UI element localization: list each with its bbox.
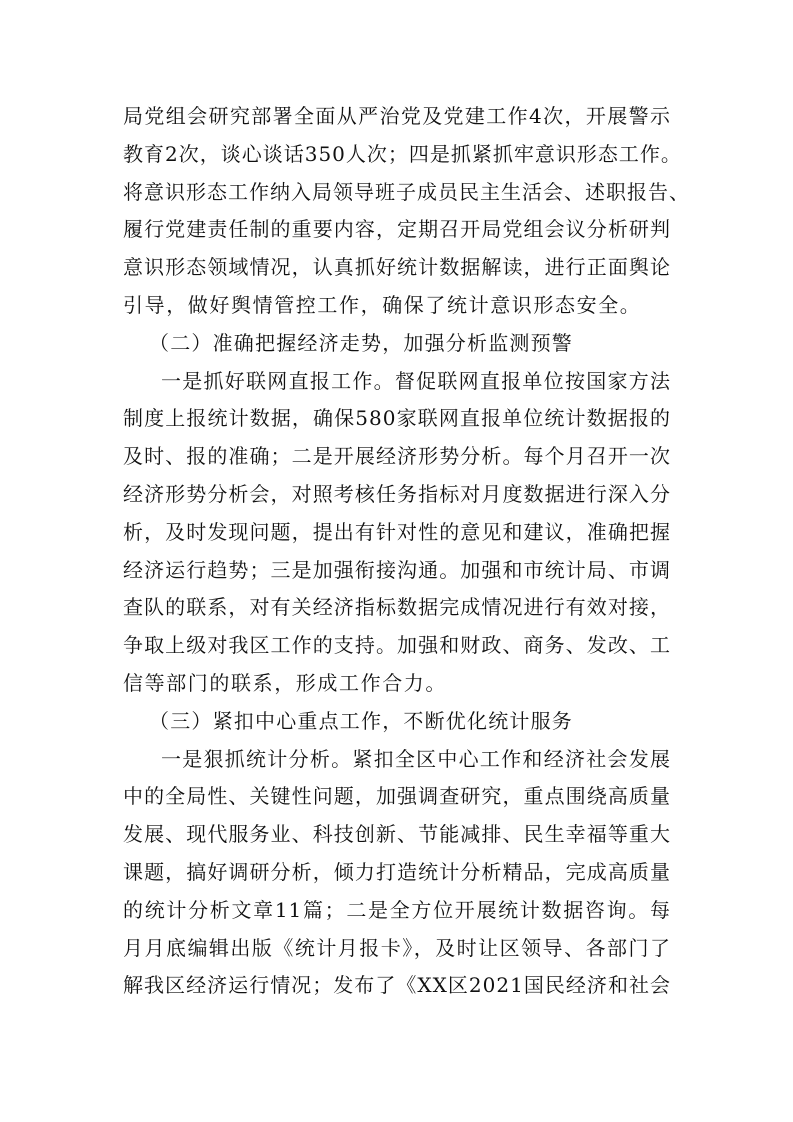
body-line: 履行党建责任制的重要内容，定期召开局党组会议分析研判 xyxy=(123,217,671,242)
body-line: 争取上级对我区工作的支持。加强和财政、商务、发改、工 xyxy=(123,633,671,658)
body-line: 意识形态领域情况，认真抓好统计数据解读，进行正面舆论 xyxy=(123,255,671,280)
body-line: 将意识形态工作纳入局领导班子成员民主生活会、述职报告、 xyxy=(123,179,690,204)
body-line: 经济运行趋势；三是加强衔接沟通。加强和市统计局、市调 xyxy=(123,557,671,582)
body-line: 教育2次，谈心谈话350人次；四是抓紧抓牢意识形态工作。 xyxy=(123,141,682,166)
body-line: 的统计分析文章11篇；二是全方位开展统计数据咨询。每 xyxy=(123,897,671,922)
body-line: 中的全局性、关键性问题，加强调查研究，重点围绕高质量 xyxy=(123,784,671,809)
body-line: 制度上报统计数据，确保580家联网直报单位统计数据报的 xyxy=(123,406,671,431)
body-line: 查队的联系，对有关经济指标数据完成情况进行有效对接， xyxy=(123,595,671,620)
section-heading-3: （三）紧扣中心重点工作，不断优化统计服务 xyxy=(149,708,573,733)
document-page xyxy=(123,98,690,1005)
body-line: 发展、现代服务业、科技创新、节能减排、民生幸福等重大 xyxy=(123,822,671,847)
body-line: 引导，做好舆情管控工作，确保了统计意识形态安全。 xyxy=(123,292,642,317)
body-line: 月月底编辑出版《统计月报卡》，及时让区领导、各部门了 xyxy=(123,935,671,960)
body-line: 课题，搞好调研分析，倾力打造统计分析精品，完成高质量 xyxy=(123,859,671,884)
body-line: 解我区经济运行情况；发布了《XX区2021国民经济和社会 xyxy=(123,973,671,998)
body-line: 局党组会研究部署全面从严治党及党建工作4次，开展警示 xyxy=(123,104,671,128)
body-line: 一是狠抓统计分析。紧扣全区中心工作和经济社会发展 xyxy=(161,746,671,771)
body-line: 经济形势分析会，对照考核任务指标对月度数据进行深入分 xyxy=(123,481,671,506)
body-line: 析，及时发现问题，提出有针对性的意见和建议，准确把握 xyxy=(123,519,671,544)
body-line: 信等部门的联系，形成工作合力。 xyxy=(123,670,447,695)
section-heading-2: （二）准确把握经济走势，加强分析监测预警 xyxy=(149,330,573,355)
body-line: 及时、报的准确；二是开展经济形势分析。每个月召开一次 xyxy=(123,444,671,469)
body-line: 一是抓好联网直报工作。督促联网直报单位按国家方法 xyxy=(161,368,671,393)
